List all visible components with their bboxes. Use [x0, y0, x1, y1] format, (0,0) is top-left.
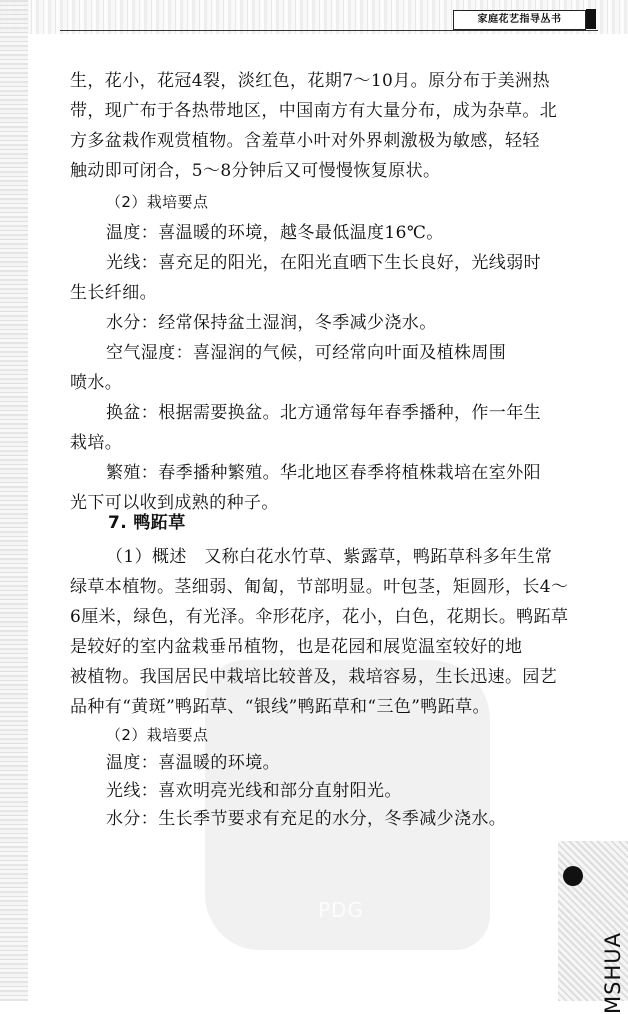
text-line: 绿草本植物。茎细弱、匍匐，节部明显。叶包茎，矩圆形，长4～ [70, 577, 569, 597]
series-title: 家庭花艺指导丛书 [453, 10, 586, 30]
text-line: 方多盆栽作观赏植物。含羞草小叶对外界刺激极为敏感，轻轻 [70, 131, 540, 151]
text-line: 6厘米，绿色，有光泽。伞形花序，花小，白色，花期长。鸭跖草 [70, 607, 569, 627]
text-line: 空气湿度：喜湿润的气候，可经常向叶面及植株周围 [106, 343, 507, 363]
text-line: 光线：喜充足的阳光，在阳光直晒下生长良好，光线弱时 [106, 253, 541, 273]
text-line: 繁殖：春季播种繁殖。华北地区春季将植株栽培在室外阳 [106, 463, 541, 483]
text-line: 触动即可闭合，5～8分钟后又可慢慢恢复原状。 [70, 161, 441, 181]
text-line: 带，现广布于各热带地区，中国南方有大量分布，成为杂草。北 [70, 101, 558, 121]
text-line: 换盆：根据需要换盆。北方通常每年春季播种，作一年生 [106, 403, 541, 423]
text-line: 生长纤细。 [70, 283, 157, 303]
text-line: 栽培。 [70, 433, 123, 453]
text-line: 温度：喜温暖的环境。 [106, 753, 280, 773]
text-line: 水分：生长季节要求有充足的水分，冬季减少浇水。 [106, 809, 507, 829]
text-line: 水分：经常保持盆土湿润，冬季减少浇水。 [106, 313, 437, 333]
text-line: 光线：喜欢明亮光线和部分直射阳光。 [106, 781, 402, 801]
text-line: 温度：喜温暖的环境，越冬最低温度16℃。 [106, 223, 444, 243]
text-line: 喷水。 [70, 373, 123, 393]
text-line: 被植物。我国居民中栽培比较普及，栽培容易，生长迅速。园艺 [70, 667, 558, 687]
text-line: （1）概述 又称白花水竹草、紫露草，鸭跖草科多年生常 [106, 547, 553, 567]
text-line: 光下可以收到成熟的种子。 [70, 493, 279, 513]
side-label-text: MSHUA [601, 932, 626, 1014]
text-line: 生，花小，花冠4裂，淡红色，花期7～10月。原分布于美洲热 [70, 71, 550, 91]
corner-dot [563, 866, 583, 886]
watermark-text: PDG [318, 898, 364, 922]
section-heading: 7. 鸭跖草 [108, 513, 186, 533]
section-subheading: （2）栽培要点 [106, 726, 209, 744]
text-line: 是较好的室内盆栽垂吊植物，也是花园和展览温室较好的地 [70, 637, 523, 657]
text-line: 品种有“黄斑”鸭跖草、“银线”鸭跖草和“三色”鸭跖草。 [70, 697, 490, 717]
side-label [598, 932, 628, 1014]
section-subheading: （2）栽培要点 [106, 193, 209, 211]
